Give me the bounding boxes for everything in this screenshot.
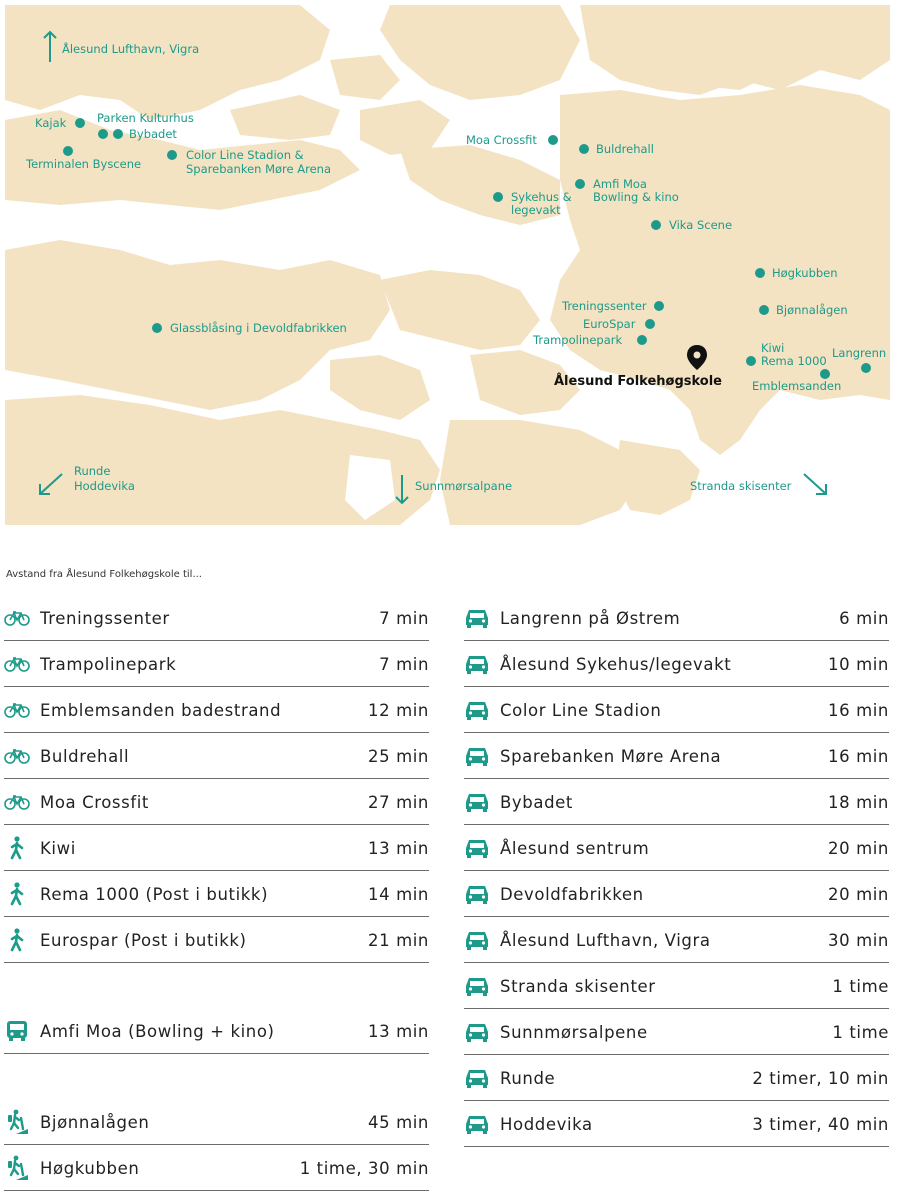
- list-item-color-line-stadion: [464, 688, 889, 733]
- travel-time: 18 min: [828, 792, 889, 812]
- car-icon: [464, 881, 490, 907]
- area-map[interactable]: [0, 0, 900, 530]
- label-hoddevika: Hoddevika: [74, 479, 135, 493]
- travel-time: 1 time, 30 min: [299, 1158, 429, 1178]
- list-item-buldrehall: [4, 734, 429, 779]
- hiking-icon: [4, 1155, 30, 1181]
- travel-time: 7 min: [379, 608, 429, 628]
- destination-name: Ålesund Lufthavn, Vigra: [500, 930, 711, 950]
- label-buldrehall: Buldrehall: [596, 142, 654, 156]
- car-icon: [464, 651, 490, 677]
- travel-time: 7 min: [379, 654, 429, 674]
- car-icon: [464, 835, 490, 861]
- label-hogkubben: Høgkubben: [772, 266, 838, 280]
- travel-time: 10 min: [828, 654, 889, 674]
- marker-colorline[interactable]: [167, 150, 177, 160]
- list-item-eurospar-post-i-butikk: [4, 918, 429, 963]
- marker-vika[interactable]: [651, 220, 661, 230]
- travel-time: 30 min: [828, 930, 889, 950]
- destination-name: Kiwi: [40, 838, 76, 858]
- bus-icon: [4, 1018, 30, 1044]
- travel-time: 1 time: [832, 1022, 889, 1042]
- destination-name: Moa Crossfit: [40, 792, 149, 812]
- list-item-langrenn-pa-ostrem: [464, 596, 889, 641]
- label-school: Ålesund Folkehøgskole: [554, 374, 722, 389]
- label-treningssenter: Treningssenter: [562, 299, 647, 313]
- list-item-alesund-sentrum: [464, 826, 889, 871]
- list-item-runde: [464, 1056, 889, 1101]
- landmass: [5, 5, 890, 525]
- label-amfi-1: Amfi Moa: [593, 177, 647, 191]
- travel-time: 3 timer, 40 min: [752, 1114, 889, 1134]
- label-trampolinepark: Trampolinepark: [533, 333, 623, 347]
- walking-icon: [4, 881, 30, 907]
- list-item-rema-1000-post-i-butikk: [4, 872, 429, 917]
- travel-time: 25 min: [368, 746, 429, 766]
- marker-glass[interactable]: [152, 323, 162, 333]
- label-bjonnalagen: Bjønnalågen: [776, 303, 848, 317]
- label-eurospar: EuroSpar: [583, 317, 636, 331]
- marker-buldrehall[interactable]: [579, 144, 589, 154]
- destination-name: Amfi Moa (Bowling + kino): [40, 1021, 275, 1041]
- label-bybadet: Bybadet: [129, 127, 177, 141]
- list-item-emblemsanden-badestrand: [4, 688, 429, 733]
- label-emblemsanden: Emblemsanden: [752, 379, 842, 393]
- label-rema: Rema 1000: [761, 354, 827, 368]
- distance-list-right: [464, 596, 889, 1148]
- destination-name: Høgkubben: [40, 1158, 140, 1178]
- destination-name: Langrenn på Østrem: [500, 608, 681, 628]
- label-langrenn: Langrenn: [832, 346, 887, 360]
- car-icon: [464, 1065, 490, 1091]
- destination-name: Sparebanken Møre Arena: [500, 746, 722, 766]
- label-airport: Ålesund Lufthavn, Vigra: [62, 42, 200, 56]
- label-amfi-2: Bowling & kino: [593, 190, 679, 204]
- list-item-alesund-sykehus-legevakt: [464, 642, 889, 687]
- list-item-treningssenter: [4, 596, 429, 641]
- list-item-moa-crossfit: [4, 780, 429, 825]
- destination-name: Color Line Stadion: [500, 700, 662, 720]
- destination-name: Runde: [500, 1068, 556, 1088]
- destination-name: Bybadet: [500, 792, 573, 812]
- walking-icon: [4, 835, 30, 861]
- label-colorline-1: Color Line Stadion &: [186, 148, 304, 162]
- list-item-stranda-skisenter: [464, 964, 889, 1009]
- distance-list-left: [4, 596, 429, 1192]
- list-item-sunnmorsalpene: [464, 1010, 889, 1055]
- destination-name: Ålesund sentrum: [500, 838, 650, 858]
- label-sykehus-2: legevakt: [511, 203, 561, 217]
- list-item-bybadet: [464, 780, 889, 825]
- destination-name: Rema 1000 (Post i butikk): [40, 884, 269, 904]
- walking-icon: [4, 927, 30, 953]
- list-spacer: [4, 1055, 429, 1100]
- intro-text: Avstand fra Ålesund Folkehøgskole til...: [6, 569, 202, 580]
- travel-time: 14 min: [368, 884, 429, 904]
- car-icon: [464, 927, 490, 953]
- label-glass: Glassblåsing i Devoldfabrikken: [170, 321, 347, 335]
- marker-amfi[interactable]: [575, 179, 585, 189]
- travel-time: 27 min: [368, 792, 429, 812]
- destination-name: Buldrehall: [40, 746, 130, 766]
- travel-time: 21 min: [368, 930, 429, 950]
- label-colorline-2: Sparebanken Møre Arena: [186, 162, 332, 176]
- label-sunnmorsalpane: Sunnmørsalpane: [415, 479, 513, 493]
- car-icon: [464, 1111, 490, 1137]
- marker-parken[interactable]: [98, 129, 108, 139]
- destination-name: Stranda skisenter: [500, 976, 656, 996]
- travel-time: 20 min: [828, 838, 889, 858]
- list-item-amfi-moa-bowling-kino: [4, 1009, 429, 1054]
- car-icon: [464, 973, 490, 999]
- hiking-icon: [4, 1109, 30, 1135]
- destination-name: Bjønnalågen: [40, 1112, 150, 1132]
- bicycle-icon: [4, 651, 30, 677]
- car-icon: [464, 743, 490, 769]
- destination-name: Ålesund Sykehus/legevakt: [500, 654, 732, 674]
- list-item-trampolinepark: [4, 642, 429, 687]
- marker-hogkubben[interactable]: [755, 268, 765, 278]
- label-kajak: Kajak: [35, 116, 67, 130]
- list-item-hogkubben: [4, 1146, 429, 1191]
- arrow-down-right-icon: [804, 474, 826, 494]
- label-sykehus-1: Sykehus &: [511, 190, 572, 204]
- destination-name: Emblemsanden badestrand: [40, 700, 282, 720]
- destination-name: Hoddevika: [500, 1114, 593, 1134]
- bicycle-icon: [4, 789, 30, 815]
- label-vika: Vika Scene: [669, 218, 733, 232]
- travel-time: 12 min: [368, 700, 429, 720]
- destination-name: Sunnmørsalpene: [500, 1022, 648, 1042]
- travel-time: 13 min: [368, 838, 429, 858]
- marker-treningssenter[interactable]: [654, 301, 664, 311]
- marker-moa-crossfit[interactable]: [548, 135, 558, 145]
- travel-time: 2 timer, 10 min: [752, 1068, 889, 1088]
- label-moa-crossfit: Moa Crossfit: [466, 133, 537, 147]
- marker-emblemsanden[interactable]: [820, 369, 830, 379]
- marker-langrenn[interactable]: [861, 363, 871, 373]
- bicycle-icon: [4, 743, 30, 769]
- marker-terminalen[interactable]: [63, 146, 73, 156]
- marker-kajak[interactable]: [75, 118, 85, 128]
- marker-eurospar[interactable]: [645, 319, 655, 329]
- destination-name: Devoldfabrikken: [500, 884, 644, 904]
- list-item-alesund-lufthavn-vigra: [464, 918, 889, 963]
- destination-name: Trampolinepark: [40, 654, 177, 674]
- bicycle-icon: [4, 697, 30, 723]
- label-parken: Parken Kulturhus: [97, 111, 194, 125]
- car-icon: [464, 605, 490, 631]
- list-item-hoddevika: [464, 1102, 889, 1147]
- marker-kiwi-rema[interactable]: [746, 356, 756, 366]
- destination-name: Eurospar (Post i butikk): [40, 930, 247, 950]
- marker-sykehus[interactable]: [493, 192, 503, 202]
- list-item-bjonnalagen: [4, 1100, 429, 1145]
- label-kiwi: Kiwi: [761, 341, 785, 355]
- travel-time: 13 min: [368, 1021, 429, 1041]
- marker-trampolinepark[interactable]: [637, 335, 647, 345]
- label-runde: Runde: [74, 464, 111, 478]
- marker-bybadet[interactable]: [113, 129, 123, 139]
- label-terminalen: Terminalen Byscene: [26, 157, 142, 171]
- travel-time: 1 time: [832, 976, 889, 996]
- list-item-kiwi: [4, 826, 429, 871]
- list-item-devoldfabrikken: [464, 872, 889, 917]
- list-item-sparebanken-more-arena: [464, 734, 889, 779]
- car-icon: [464, 697, 490, 723]
- marker-bjonnalagen[interactable]: [759, 305, 769, 315]
- travel-time: 20 min: [828, 884, 889, 904]
- travel-time: 45 min: [368, 1112, 429, 1132]
- car-icon: [464, 1019, 490, 1045]
- car-icon: [464, 789, 490, 815]
- list-spacer: [4, 964, 429, 1009]
- travel-time: 6 min: [839, 608, 889, 628]
- bicycle-icon: [4, 605, 30, 631]
- travel-time: 16 min: [828, 700, 889, 720]
- destination-name: Treningssenter: [40, 608, 170, 628]
- travel-time: 16 min: [828, 746, 889, 766]
- label-stranda: Stranda skisenter: [690, 479, 792, 493]
